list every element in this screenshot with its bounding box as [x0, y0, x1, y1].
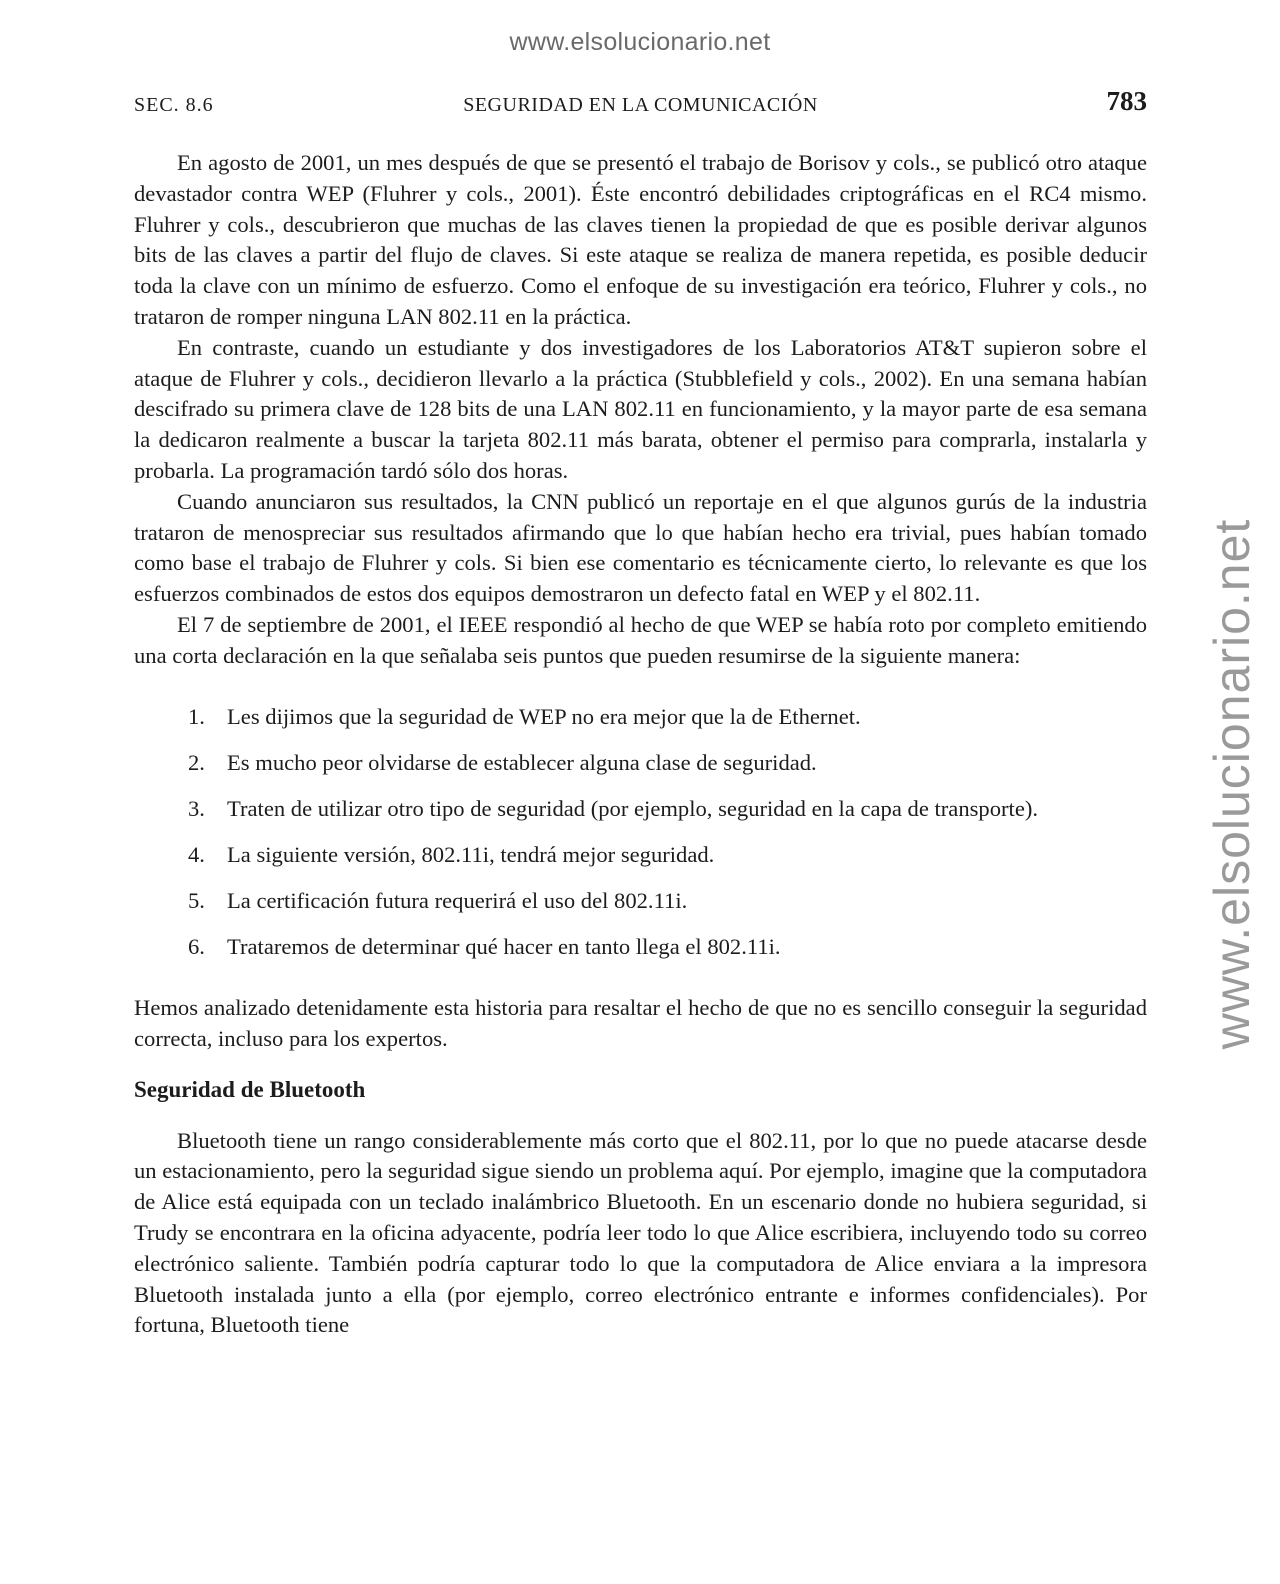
list-item-number: 3.: [188, 795, 205, 821]
page-number: 783: [1106, 86, 1147, 116]
closing-paragraph: Hemos analizado detenidamente esta historia para resaltar el hecho de que no es sencillo conseguir la seguridad correcta, incluso para los expertos.: [134, 995, 1147, 1052]
paragraph: Cuando anunciaron sus resultados, la CNN publicó un reportaje en el que algunos gurús de la industria trataron de menospreciar sus resultados afirmando que lo que habían hecho era trivial, pues habían tomado como base el trabajo de Fluhrer y cols. Si bien ese comentario es técnicamente cierto, lo relevante es que los esfuerzos combinados de estos dos equipos demostraron un defecto fatal en WEP y el 802.11.: [134, 488, 1147, 607]
list-item-number: 6.: [188, 934, 205, 960]
ieee-points-list: [134, 702, 1147, 964]
section-number: SEC. 8.6: [134, 94, 214, 116]
list-item-text: Les dijimos que la seguridad de WEP no era mejor que la de Ethernet.: [227, 703, 861, 729]
paragraph: En agosto de 2001, un mes después de que se presentó el trabajo de Borisov y cols., se publicó otro ataque devastador contra WEP (Fluhrer y cols., 2001). Éste encontró debilidades criptográficas en el RC4 mismo. Fluhrer y cols., descubrieron que muchas de las claves tienen la propiedad de que es posible derivar algunos bits de las claves a partir del flujo de claves. Si este ataque se realiza de manera repetida, es posible deducir toda la clave con un mínimo de esfuerzo. Como el enfoque de su investigación era teórico, Fluhrer y cols., no trataron de romper ninguna LAN 802.11 en la práctica.: [134, 150, 1147, 329]
list-item-number: 1.: [188, 703, 205, 729]
paragraph: El 7 de septiembre de 2001, el IEEE respondió al hecho de que WEP se había roto por completo emitiendo una corta declaración en la que señalaba seis puntos que pueden resumirse de la siguiente manera:: [134, 611, 1147, 668]
section-heading: Seguridad de Bluetooth: [134, 1076, 366, 1102]
list-item-text: La siguiente versión, 802.11i, tendrá mejor seguridad.: [227, 842, 715, 868]
list-item: [134, 840, 1147, 871]
list-item: [134, 702, 1147, 733]
list-item-text: Es mucho peor olvidarse de establecer alguna clase de seguridad.: [227, 749, 817, 775]
list-item: [134, 794, 1147, 825]
bluetooth-paragraph: Bluetooth tiene un rango considerablemente más corto que el 802.11, por lo que no puede atacarse desde un estacionamiento, pero la seguridad sigue siendo un problema aquí. Por ejemplo, imagine que la computadora de Alice está equipada con un teclado inalámbrico Bluetooth. En un escenario donde no hubiera seguridad, si Trudy se encontrara en la oficina adyacente, podría leer todo lo que Alice escribiera, incluyendo todo su correo electrónico saliente. También podría capturar todo lo que la computadora de Alice enviara a la impresora Bluetooth instalada junto a ella (por ejemplo, correo electrónico entrante e informes confidenciales). Por fortuna, Bluetooth tiene: [134, 1127, 1147, 1338]
running-head: [134, 86, 1147, 122]
running-title: SEGURIDAD EN LA COMUNICACIÓN: [463, 94, 818, 116]
list-item: [134, 932, 1147, 963]
list-item-number: 2.: [188, 749, 205, 775]
list-item-text: La certificación futura requerirá el uso del 802.11i.: [227, 888, 688, 914]
paragraph: En contraste, cuando un estudiante y dos investigadores de los Laboratorios AT&T supieron sobre el ataque de Fluhrer y cols., decidieron llevarlo a la práctica (Stubblefield y cols., 2002). En una semana habían descifrado su primera clave de 128 bits de una LAN 802.11 en funcionamiento, y la mayor parte de esa semana la dedicaron realmente a buscar la tarjeta 802.11 más barata, obtener el permiso para comprarla, instalarla y probarla. La programación tardó sólo dos horas.: [134, 334, 1147, 483]
watermark-top: www.elsolucionario.net: [509, 28, 771, 56]
list-item-number: 5.: [188, 888, 205, 914]
watermark-side: www.elsolucionario.net: [1204, 518, 1260, 1050]
list-item: [134, 748, 1147, 779]
list-item-text: Traten de utilizar otro tipo de seguridad (por ejemplo, seguridad en la capa de transporte).: [227, 795, 1039, 821]
body-text: [134, 148, 1147, 1341]
list-item-number: 4.: [188, 842, 205, 868]
list-item-text: Trataremos de determinar qué hacer en tanto llega el 802.11i.: [227, 934, 781, 960]
list-item: [134, 886, 1147, 917]
